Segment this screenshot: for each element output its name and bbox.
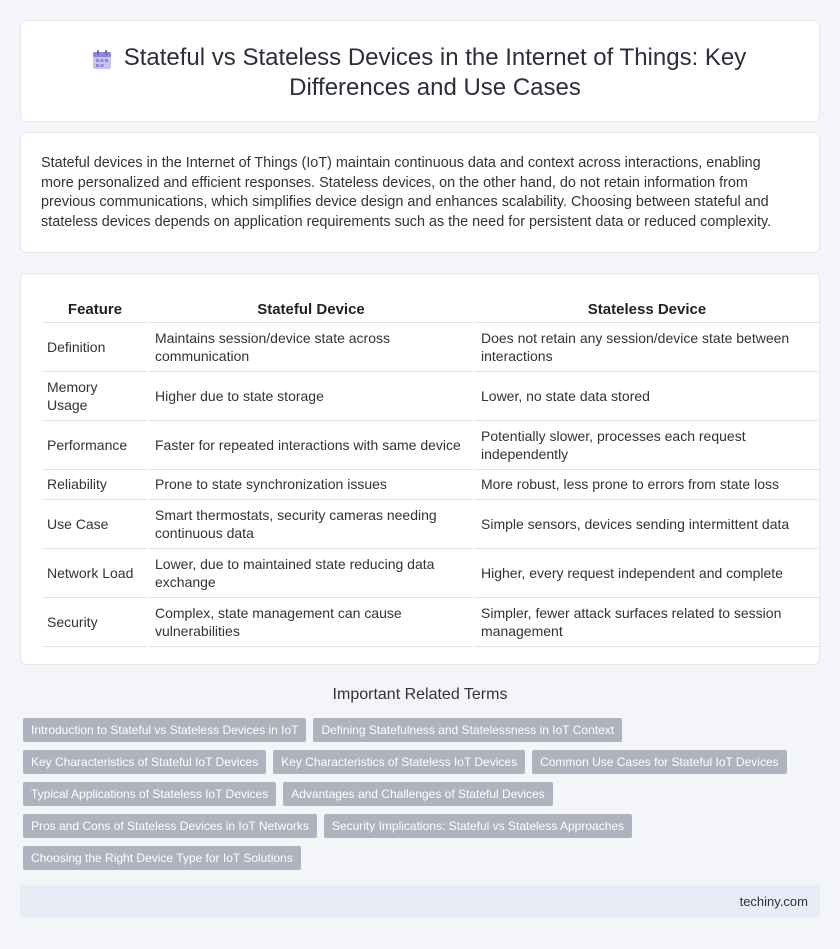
related-term-tag[interactable]: Defining Statefulness and Statelessness in IoT Context — [313, 718, 622, 742]
stateful-cell: Smart thermostats, security cameras needing continuous data — [148, 499, 474, 548]
related-term-tag[interactable]: Introduction to Stateful vs Stateless Devices in IoT — [23, 718, 306, 742]
feature-cell: Reliability — [43, 469, 148, 499]
comparison-table-card — [20, 273, 820, 665]
stateless-cell: Does not retain any session/device state between interactions — [474, 322, 819, 371]
header-feature: Feature — [43, 296, 148, 322]
page-title: Stateful vs Stateless Devices in the Internet of Things: Key Differences and Use Cases — [123, 44, 747, 101]
related-term-tag[interactable]: Typical Applications of Stateless IoT Devices — [23, 782, 276, 806]
related-term-tag[interactable]: Key Characteristics of Stateless IoT Devices — [273, 750, 525, 774]
stateless-cell: Higher, every request independent and complete — [474, 548, 819, 597]
table-row — [43, 469, 819, 499]
stateful-cell: Higher due to state storage — [148, 371, 474, 420]
stateless-cell: Simple sensors, devices sending intermittent data — [474, 499, 819, 548]
related-term-tag[interactable]: Pros and Cons of Stateless Devices in IoT Networks — [23, 814, 317, 838]
table-header-row — [43, 296, 819, 322]
footer-brand[interactable]: techiny.com — [739, 894, 808, 909]
feature-cell: Network Load — [43, 548, 148, 597]
header-stateless: Stateless Device — [474, 296, 819, 322]
table-row — [43, 322, 819, 371]
stateless-cell: Lower, no state data stored — [474, 371, 819, 420]
footer — [20, 885, 820, 918]
stateful-cell: Faster for repeated interactions with same device — [148, 420, 474, 469]
feature-cell: Performance — [43, 420, 148, 469]
table-row — [43, 499, 819, 548]
related-terms-heading: Important Related Terms — [332, 686, 508, 703]
comparison-table — [43, 296, 819, 647]
related-term-tag[interactable]: Advantages and Challenges of Stateful Devices — [283, 782, 553, 806]
intro-card — [20, 132, 820, 253]
intro-paragraph: Stateful devices in the Internet of Things (IoT) maintain continuous data and context across interactions, enabling more personalized and efficient responses. Stateless devices, on the other hand, do not retain information from previous communications, which simplifies device design and enhances scalability. Choosing between stateful and stateless devices depends on application requirements such as the need for persistent data or reduced complexity. — [41, 155, 772, 230]
related-terms-list — [23, 718, 813, 878]
feature-cell: Security — [43, 597, 148, 646]
stateless-cell: Potentially slower, processes each request independently — [474, 420, 819, 469]
header-stateful: Stateful Device — [148, 296, 474, 322]
table-row — [43, 597, 819, 646]
related-term-tag[interactable]: Security Implications: Stateful vs Stateless Approaches — [324, 814, 632, 838]
feature-cell: Definition — [43, 322, 148, 371]
feature-cell: Use Case — [43, 499, 148, 548]
related-term-tag[interactable]: Common Use Cases for Stateful IoT Devices — [532, 750, 787, 774]
stateless-cell: More robust, less prone to errors from state loss — [474, 469, 819, 499]
stateful-cell: Maintains session/device state across communication — [148, 322, 474, 371]
header-card — [20, 20, 820, 122]
stateful-cell: Prone to state synchronization issues — [148, 469, 474, 499]
related-term-tag[interactable]: Key Characteristics of Stateful IoT Devices — [23, 750, 266, 774]
related-term-tag[interactable]: Choosing the Right Device Type for IoT Solutions — [23, 846, 301, 870]
table-row — [43, 420, 819, 469]
table-row — [43, 371, 819, 420]
stateful-cell: Complex, state management can cause vulnerabilities — [148, 597, 474, 646]
stateless-cell: Simpler, fewer attack surfaces related to session management — [474, 597, 819, 646]
stateful-cell: Lower, due to maintained state reducing data exchange — [148, 548, 474, 597]
table-row — [43, 548, 819, 597]
feature-cell: Memory Usage — [43, 371, 148, 420]
